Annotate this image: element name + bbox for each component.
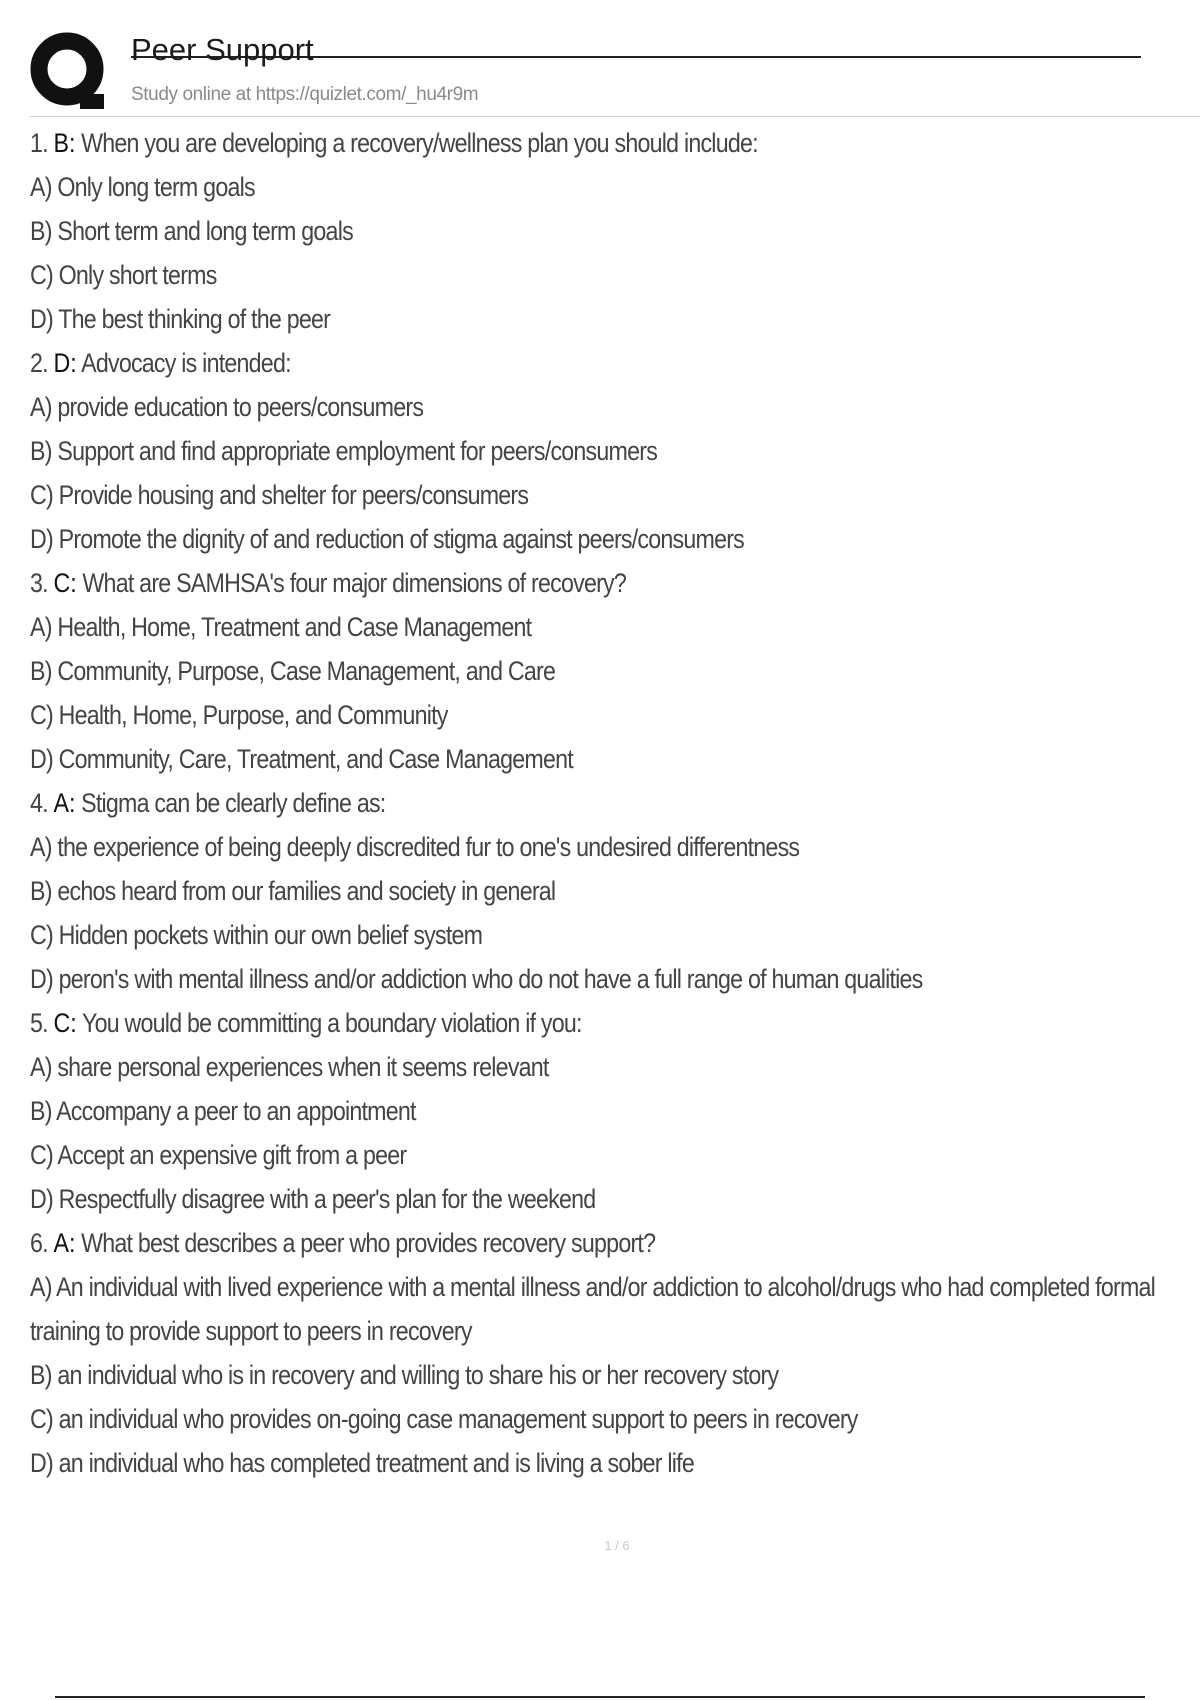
question-block [30, 1001, 1180, 1221]
answer-option: A) provide education to peers/consumers [30, 392, 424, 422]
question-answer: A: [53, 1228, 76, 1258]
question-number: 2. [30, 348, 48, 378]
question-line [30, 781, 1019, 825]
answer-option: D) peron's with mental illness and/or addiction who do not have a full range of human qualities [30, 964, 923, 994]
question-block [30, 781, 1180, 1001]
answer-option: C) Only short terms [30, 260, 217, 290]
question-list [30, 121, 1180, 1485]
answer-option: B) Accompany a peer to an appointment [30, 1096, 416, 1126]
answer-option: C) an individual who provides on-going case management support to peers in recovery [30, 1404, 858, 1434]
question-text: You would be committing a boundary violation if you: [81, 1008, 582, 1038]
question-answer: B: [53, 128, 76, 158]
page-number: 1 / 6 [604, 1538, 630, 1553]
answer-option: D) The best thinking of the peer [30, 304, 331, 334]
question-text: Stigma can be clearly define as: [81, 788, 386, 818]
question-number: 5. [30, 1008, 48, 1038]
answer-option: B) Short term and long term goals [30, 216, 353, 246]
answer-option: A) Health, Home, Treatment and Case Management [30, 612, 532, 642]
study-link-text: Study online at https://quizlet.com/_hu4r9m [131, 84, 479, 105]
answer-option: C) Hidden pockets within our own belief system [30, 920, 483, 950]
answer-option: C) Health, Home, Purpose, and Community [30, 700, 448, 730]
question-line [30, 1221, 1019, 1265]
question-block [30, 121, 1180, 341]
question-answer: A: [53, 788, 76, 818]
question-answer: C: [53, 1008, 77, 1038]
question-number: 6. [30, 1228, 48, 1258]
answer-option: D) an individual who has completed treatment and is living a sober life [30, 1448, 694, 1478]
page-header [0, 0, 1200, 118]
header-divider [30, 116, 1200, 117]
question-block [30, 341, 1180, 561]
answer-option: A) Only long term goals [30, 172, 255, 202]
page-title: Peer Support [131, 32, 314, 67]
answer-option: B) Support and find appropriate employment for peers/consumers [30, 436, 658, 466]
question-block [30, 1221, 1180, 1485]
question-line [30, 1001, 1019, 1045]
question-block [30, 561, 1180, 781]
question-line [30, 121, 1019, 165]
answer-option: B) an individual who is in recovery and willing to share his or her recovery story [30, 1360, 779, 1390]
answer-option: A) share personal experiences when it seems relevant [30, 1052, 549, 1082]
question-answer: D: [53, 348, 77, 378]
answer-option: B) Community, Purpose, Case Management, and Care [30, 656, 556, 686]
answer-option: A) An individual with lived experience with a mental illness and/or addiction to alcohol/drugs who had completed formal training to provide support to peers in recovery [30, 1272, 1156, 1346]
question-line [30, 341, 1019, 385]
question-text: What are SAMHSA's four major dimensions of recovery? [82, 568, 627, 598]
quizlet-logo-icon [30, 32, 112, 114]
question-answer: C: [53, 568, 77, 598]
question-number: 4. [30, 788, 48, 818]
footer-divider [55, 1696, 1145, 1698]
answer-option: C) Accept an expensive gift from a peer [30, 1140, 407, 1170]
question-number: 3. [30, 568, 48, 598]
question-text: When you are developing a recovery/wellness plan you should include: [81, 128, 758, 158]
question-line [30, 561, 1019, 605]
answer-option: A) the experience of being deeply discredited fur to one's undesired differentness [30, 832, 800, 862]
answer-option: D) Respectfully disagree with a peer's plan for the weekend [30, 1184, 596, 1214]
answer-option: B) echos heard from our families and society in general [30, 876, 556, 906]
answer-option: D) Promote the dignity of and reduction of stigma against peers/consumers [30, 524, 745, 554]
answer-option: C) Provide housing and shelter for peers/consumers [30, 480, 529, 510]
question-text: Advocacy is intended: [81, 348, 291, 378]
answer-option: D) Community, Care, Treatment, and Case Management [30, 744, 573, 774]
question-text: What best describes a peer who provides recovery support? [81, 1228, 656, 1258]
question-number: 1. [30, 128, 48, 158]
